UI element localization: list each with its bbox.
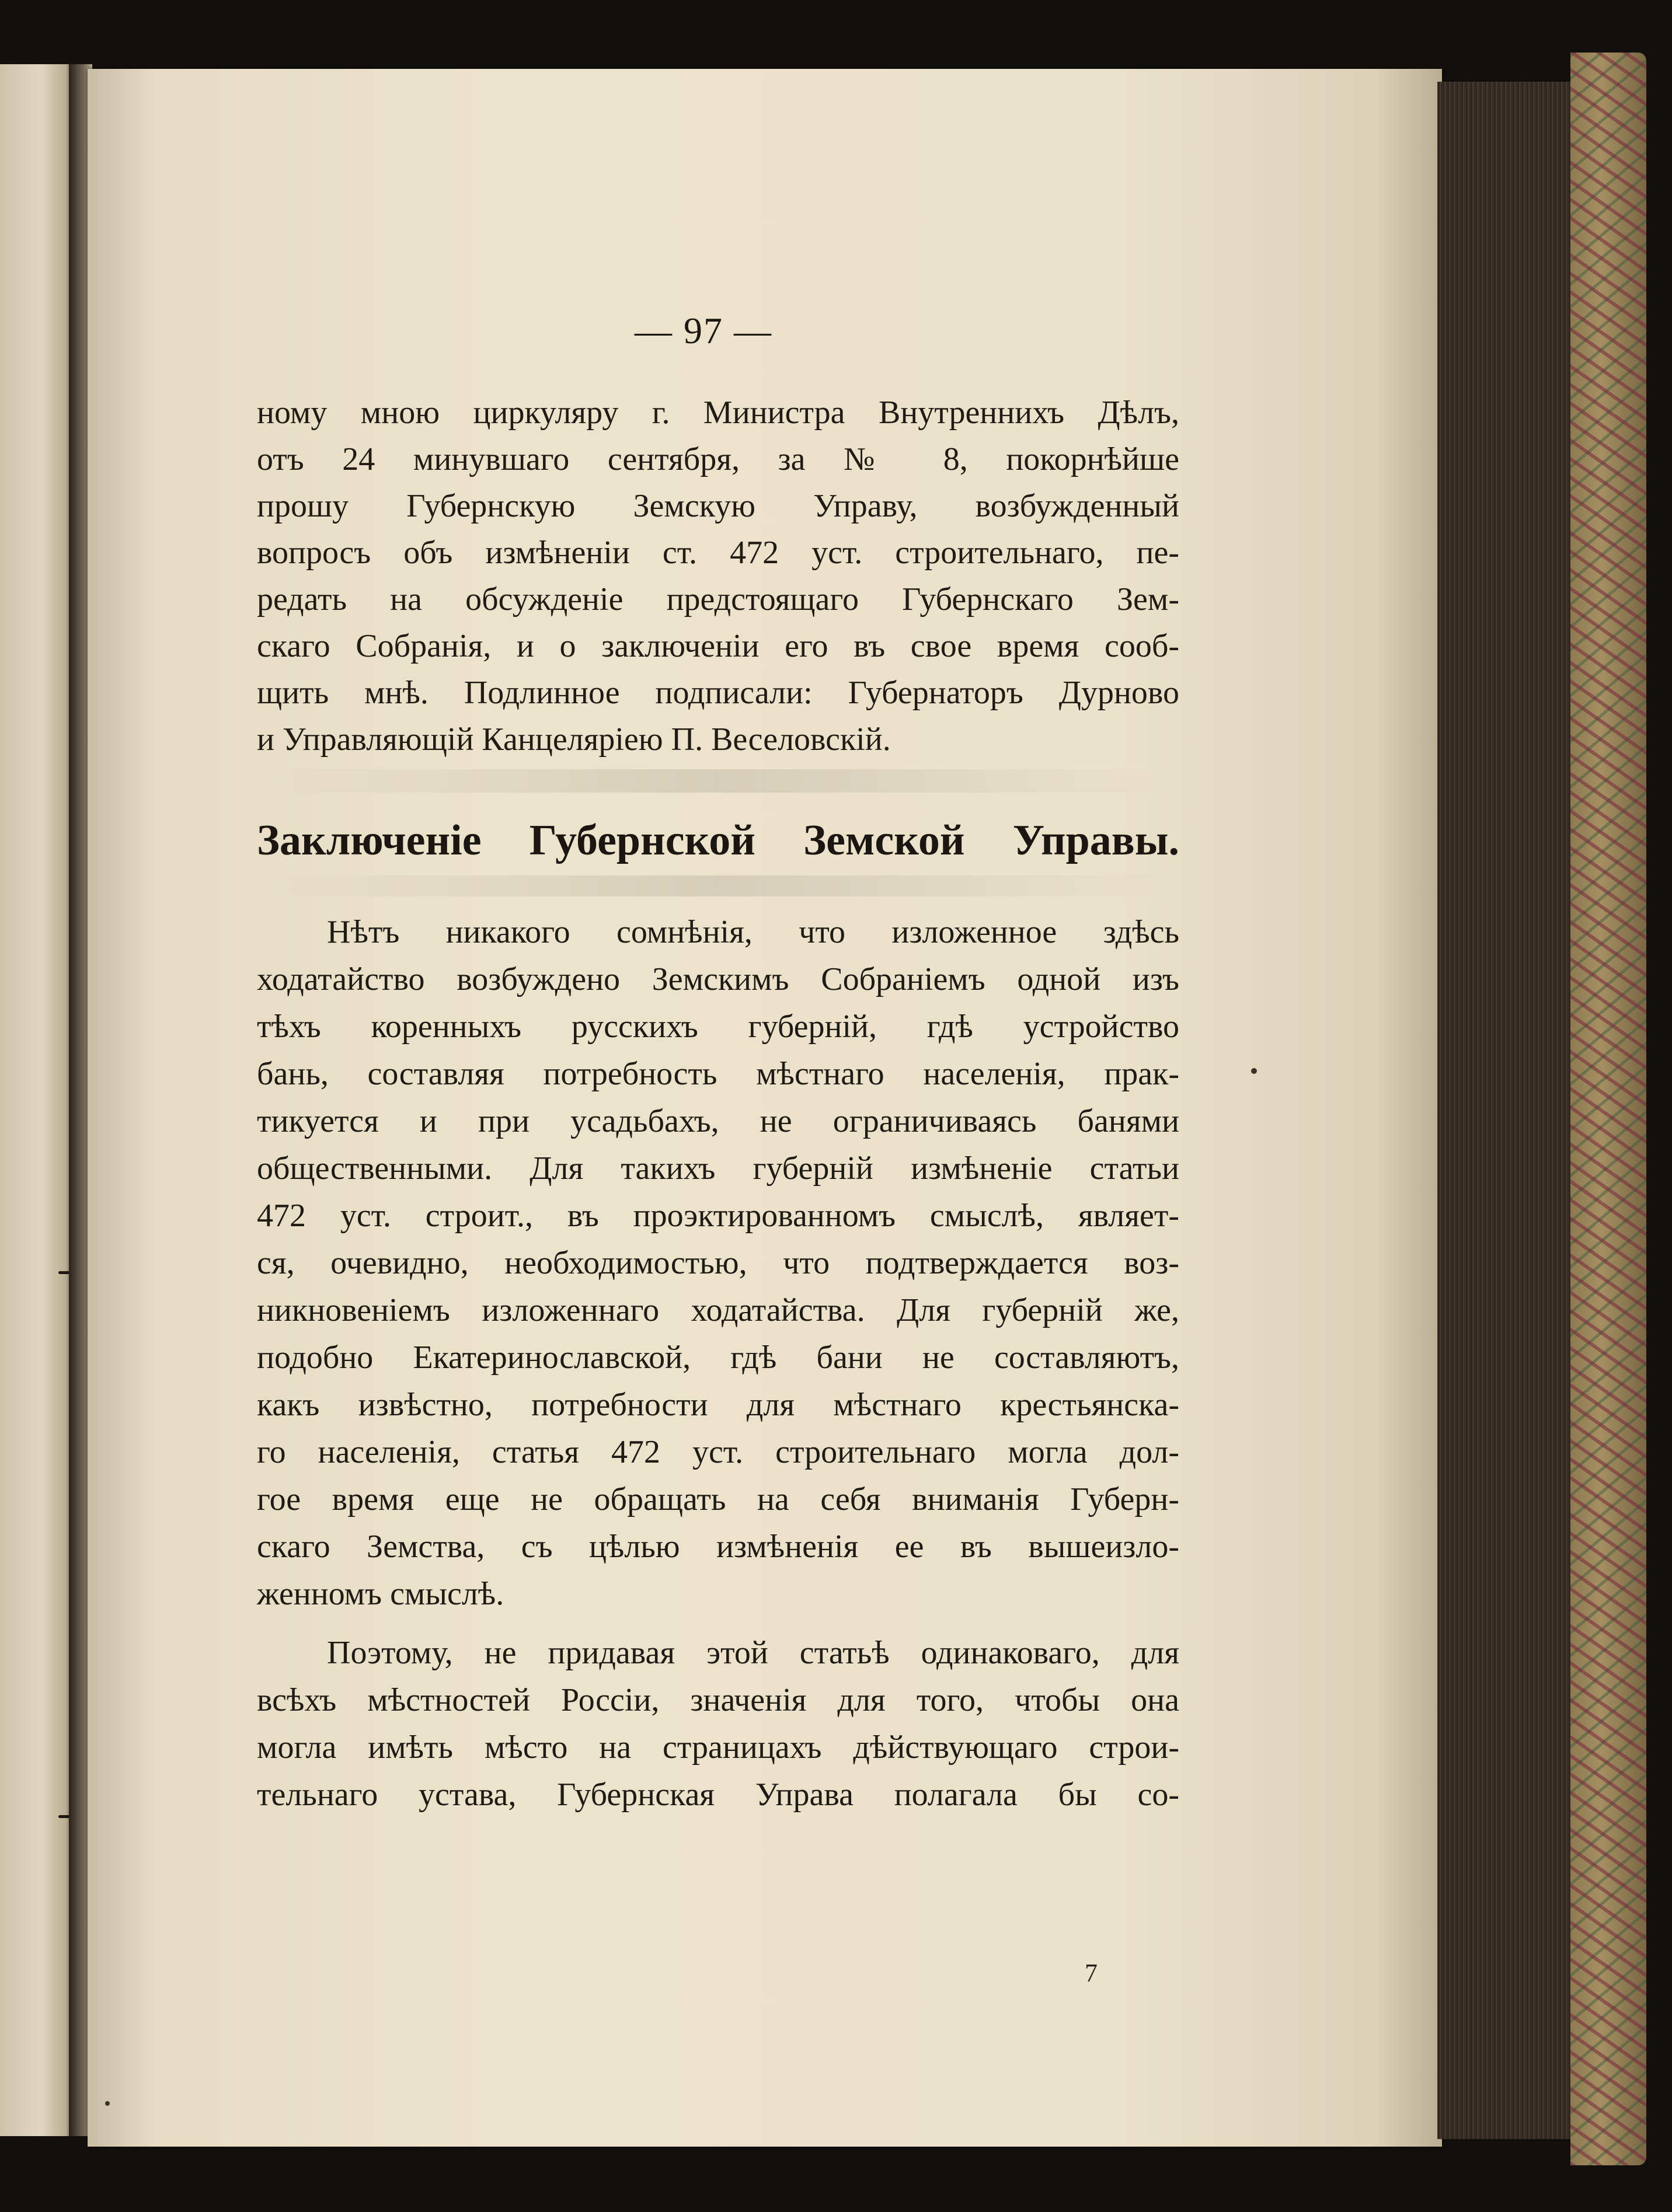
text-line: какъ извѣстно, потребности для мѣстнаго крестьянска- xyxy=(257,1387,1179,1423)
text-line: подобно Екатеринославской, гдѣ бани не составляютъ, xyxy=(257,1339,1179,1376)
text-line: гое время еще не обращать на себя вниманія Губерн- xyxy=(257,1481,1179,1517)
ink-spot xyxy=(105,2101,110,2106)
text-line: тикуется и при усадьбахъ, не ограничиваясь банями xyxy=(257,1103,1179,1139)
text-line: ся, очевидно, необходимостью, что подтверждается воз- xyxy=(257,1245,1179,1281)
text-line: го населенія, статья 472 уст. строительнаго могла дол- xyxy=(257,1434,1179,1470)
printer-signature-mark: 7 xyxy=(1085,1959,1098,1987)
text-line: тельнаго устава, Губернская Управа полагала бы со- xyxy=(257,1777,1179,1813)
text-line: прошу Губернскую Земскую Управу, возбужденный xyxy=(257,488,1179,524)
text-line: могла имѣть мѣсто на страницахъ дѣйствующаго строи- xyxy=(257,1729,1179,1766)
marbled-cover-edge xyxy=(1570,53,1646,2165)
page-number: — 97 — xyxy=(635,310,772,351)
text-line: скаго Собранія, и о заключеніи его въ свое время сооб- xyxy=(257,628,1179,664)
text-line: тѣхъ коренныхъ русскихъ губерній, гдѣ устройство xyxy=(257,1009,1179,1045)
text-line: скаго Земства, съ цѣлью измѣненія ее въ вышеизло- xyxy=(257,1529,1179,1565)
text-line: вопросъ объ измѣненіи ст. 472 уст. строительнаго, пе- xyxy=(257,535,1179,571)
section-heading: Заключеніе Губернской Земской Управы. xyxy=(257,817,1179,864)
text-line: редать на обсужденіе предстоящаго Губернскаго Зем- xyxy=(257,581,1179,617)
text-line: никновеніемъ изложеннаго ходатайства. Для губерній же, xyxy=(257,1292,1179,1328)
text-line: и Управляющій Канцеляріею П. Веселовскій. xyxy=(257,721,891,758)
text-line: всѣхъ мѣстностей Россіи, значенія для того, чтобы она xyxy=(257,1682,1179,1718)
text-line: ходатайство возбуждено Земскимъ Собраніемъ одной изъ xyxy=(257,961,1179,997)
text-line: Поэтому, не придавая этой статьѣ одинаковаго, для xyxy=(327,1635,1179,1671)
text-line: щить мнѣ. Подлинное подписали: Губернаторъ Дурново xyxy=(257,675,1179,711)
text-line: отъ 24 минувшаго сентября, за № 8, покорнѣйше xyxy=(257,441,1179,477)
bleed-through-line xyxy=(257,875,1179,896)
text-line: Нѣтъ никакого сомнѣнія, что изложенное здѣсь xyxy=(327,914,1179,950)
previous-page-edge xyxy=(0,64,75,2136)
text-line: общественными. Для такихъ губерній измѣненіе статьи xyxy=(257,1150,1179,1187)
bleed-through-line xyxy=(257,769,1179,793)
text-line: бань, составляя потребность мѣстнаго населенія, прак- xyxy=(257,1056,1179,1092)
text-line: 472 уст. строит., въ проэктированномъ смыслѣ, являет- xyxy=(257,1198,1179,1234)
text-line: женномъ смыслѣ. xyxy=(257,1576,504,1612)
text-line: ному мною циркуляру г. Министра Внутреннихъ Дѣлъ, xyxy=(257,395,1179,431)
ink-spot xyxy=(1251,1068,1257,1074)
page-stack-edge xyxy=(1437,82,1572,2139)
